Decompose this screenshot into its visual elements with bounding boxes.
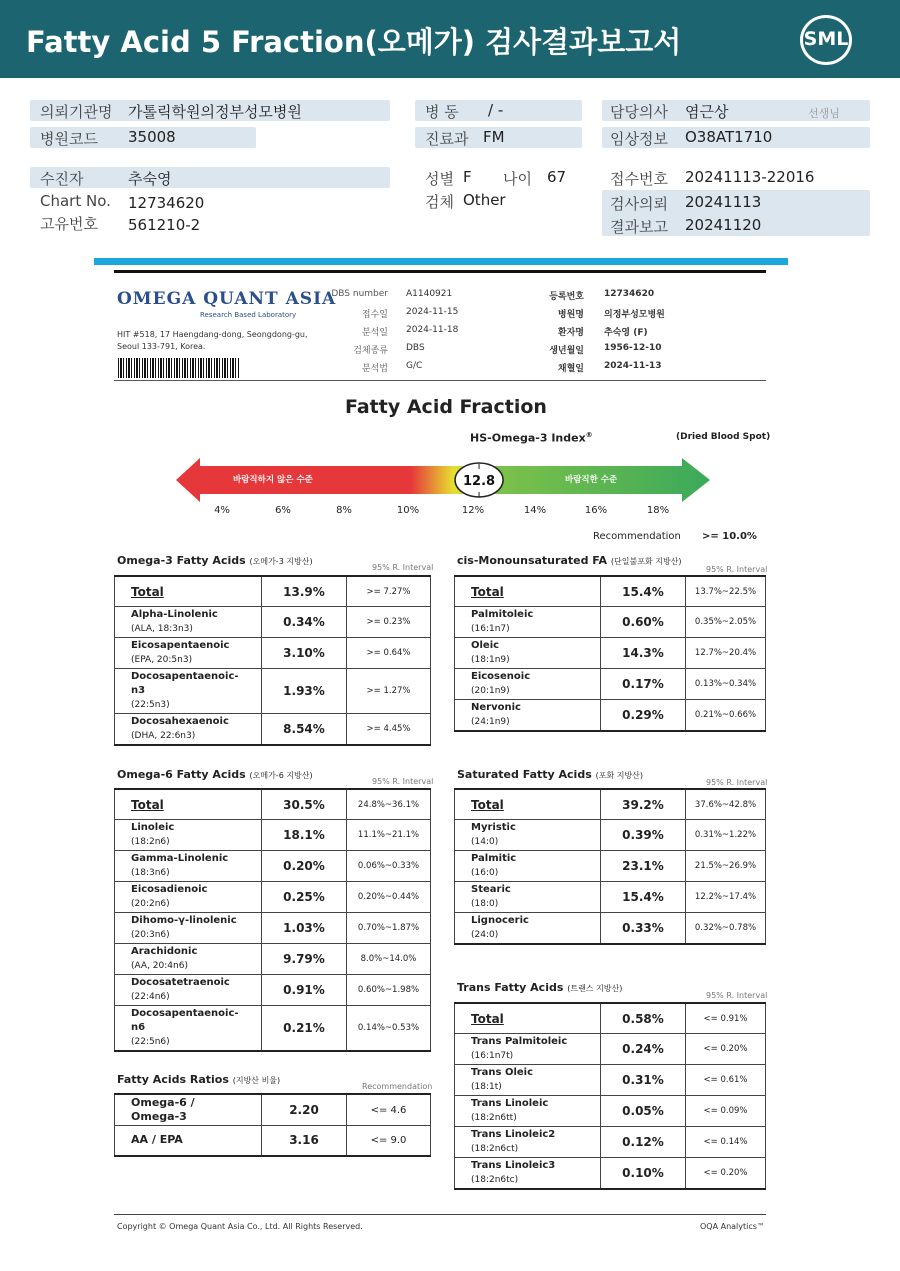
fa-name: Myristic (14:0): [455, 820, 601, 851]
fa-name: Omega-6 / Omega-3: [115, 1094, 262, 1126]
fa-reference: <= 0.14%: [686, 1127, 766, 1158]
fa-name: Total: [115, 789, 262, 820]
code-value: 35008: [128, 128, 176, 146]
report-header-rule: [114, 380, 766, 381]
table-row: [115, 944, 431, 975]
fa-reference: <= 0.61%: [686, 1065, 766, 1096]
field-value: 추숙영 (F): [604, 328, 648, 338]
fa-value: 0.34%: [262, 607, 347, 638]
fa-name: Trans Linoleic2 (18:2n6ct): [455, 1127, 601, 1158]
table-row: [115, 607, 431, 638]
recommendation-value: >= 10.0%: [702, 531, 757, 542]
field-value: 1956-12-10: [604, 343, 662, 353]
fa-reference: 0.06%~0.33%: [347, 851, 431, 882]
table-row: [115, 638, 431, 669]
specimen-value: Other: [463, 191, 506, 209]
fa-value: 0.12%: [601, 1127, 686, 1158]
fa-name: Total: [455, 789, 601, 820]
fa-name: Docosatetraenoic (22:4n6): [115, 975, 262, 1006]
fa-name: Trans Palmitoleic (16:1n7t): [455, 1034, 601, 1065]
fa-value: 0.20%: [262, 851, 347, 882]
fa-value: 9.79%: [262, 944, 347, 975]
fa-name: Docosapentaenoic-n3 (22:5n3): [115, 669, 262, 714]
fa-name: Docosahexaenoic (DHA, 22:6n3): [115, 714, 262, 746]
fa-reference: <= 0.09%: [686, 1096, 766, 1127]
trans-ri: 95% R. Interval: [706, 991, 768, 1000]
omega6-ri: 95% R. Interval: [372, 777, 434, 786]
fa-value: 3.16: [262, 1126, 347, 1156]
omega6-title: Omega-6 Fatty Acids (오메가-6 지방산): [117, 768, 313, 781]
blue-divider: [94, 258, 788, 265]
dbs-label: (Dried Blood Spot): [676, 432, 771, 442]
fa-value: 14.3%: [601, 638, 686, 669]
fa-reference: 37.6%~42.8%: [686, 789, 766, 820]
table-row: [455, 789, 766, 820]
fa-value: 15.4%: [601, 882, 686, 913]
table-row: [115, 975, 431, 1006]
fa-name: Trans Linoleic3 (18:2n6tc): [455, 1158, 601, 1190]
fa-name: Eicosapentaenoic (EPA, 20:5n3): [115, 638, 262, 669]
fa-value: 8.54%: [262, 714, 347, 746]
chart-label: Chart No.: [40, 192, 111, 210]
age-value: 67: [547, 168, 567, 186]
sml-logo: SML: [800, 15, 852, 65]
company-sub: Research Based Laboratory: [200, 311, 297, 319]
fa-value: 0.25%: [262, 882, 347, 913]
specimen-label: 검체: [425, 193, 454, 211]
trans-title: Trans Fatty Acids (트랜스 지방산): [457, 981, 623, 994]
barcode: [118, 358, 240, 378]
fa-name: Nervonic (24:1n9): [455, 700, 601, 732]
fa-reference: >= 4.45%: [347, 714, 431, 746]
gauge-tick: 18%: [646, 505, 670, 516]
fa-reference: 0.32%~0.78%: [686, 913, 766, 945]
copyright: Copyright © Omega Quant Asia Co., Ltd. All Rights Reserved.: [117, 1222, 363, 1231]
omega3-table: [114, 575, 431, 746]
fa-reference: 13.7%~22.5%: [686, 576, 766, 607]
fa-reference: >= 7.27%: [347, 576, 431, 607]
field-label: 접수일: [361, 310, 388, 320]
omega3-title: Omega-3 Fatty Acids (오메가-3 지방산): [117, 554, 313, 567]
fa-value: 15.4%: [601, 576, 686, 607]
clinical-value: O38AT1710: [685, 128, 773, 146]
fa-reference: <= 0.20%: [686, 1158, 766, 1190]
table-row: [115, 913, 431, 944]
mufa-ri: 95% R. Interval: [706, 565, 768, 574]
sat-ri: 95% R. Interval: [706, 778, 768, 787]
field-label: 검체종류: [353, 346, 388, 356]
page-title: Fatty Acid 5 Fraction(오메가) 검사결과보고서: [26, 25, 682, 59]
dept-label: 진료과: [425, 130, 469, 148]
table-row: [455, 1034, 766, 1065]
fa-name: Oleic (18:1n9): [455, 638, 601, 669]
fa-name: Alpha-Linolenic (ALA, 18:3n3): [115, 607, 262, 638]
table-row: [115, 714, 431, 746]
clinical-label: 임상정보: [610, 130, 668, 148]
fa-reference: <= 0.91%: [686, 1003, 766, 1034]
fa-value: 0.60%: [601, 607, 686, 638]
table-row: [115, 851, 431, 882]
table-row: [455, 700, 766, 732]
result-label: 결과보고: [610, 218, 668, 236]
fa-reference: 12.2%~17.4%: [686, 882, 766, 913]
mufa-table: [454, 575, 766, 732]
trans-table: [454, 1002, 766, 1190]
patient-row: [30, 167, 390, 188]
id-label: 고유번호: [40, 215, 98, 233]
table-row: [455, 882, 766, 913]
fa-reference: 12.7%~20.4%: [686, 638, 766, 669]
request-label: 검사의뢰: [610, 195, 668, 213]
fa-value: 0.10%: [601, 1158, 686, 1190]
fa-value: 0.29%: [601, 700, 686, 732]
dept-value: FM: [483, 128, 505, 146]
fa-reference: 0.31%~1.22%: [686, 820, 766, 851]
fa-reference: 24.8%~36.1%: [347, 789, 431, 820]
fa-name: Total: [455, 576, 601, 607]
ratios-rec: Recommendation: [362, 1082, 433, 1091]
report-top-rule: [114, 270, 766, 273]
field-value: 의정부성모병원: [604, 310, 665, 320]
fa-reference: >= 1.27%: [347, 669, 431, 714]
doctor-value: 염근상: [685, 103, 729, 121]
field-label: DBS number: [331, 289, 388, 299]
doctor-suffix: 선생님: [808, 107, 840, 120]
table-row: [115, 669, 431, 714]
fa-value: 0.33%: [601, 913, 686, 945]
fa-name: Gamma-Linolenic (18:3n6): [115, 851, 262, 882]
fa-value: 39.2%: [601, 789, 686, 820]
field-value: 2024-11-18: [406, 325, 459, 335]
bad-level-label: 바람직하지 않은 수준: [233, 475, 313, 485]
sat-table: [454, 788, 766, 945]
fa-value: 0.21%: [262, 1006, 347, 1052]
mufa-title: cis-Monounsaturated FA (단일불포화 지방산): [457, 554, 682, 567]
code-label: 병원코드: [40, 130, 98, 148]
table-row: [455, 820, 766, 851]
fa-value: 0.17%: [601, 669, 686, 700]
fa-value: 0.31%: [601, 1065, 686, 1096]
fa-name: Palmitoleic (16:1n7): [455, 607, 601, 638]
ratios-table: [114, 1093, 431, 1157]
reception-label: 접수번호: [610, 170, 668, 188]
table-row: [455, 1096, 766, 1127]
table-row: [115, 820, 431, 851]
fa-reference: 0.70%~1.87%: [347, 913, 431, 944]
gauge-tick: 6%: [275, 505, 291, 516]
sat-title: Saturated Fatty Acids (포화 지방산): [457, 768, 644, 781]
fa-reference: <= 0.20%: [686, 1034, 766, 1065]
fa-name: Trans Linoleic (18:2n6tt): [455, 1096, 601, 1127]
fa-value: 0.05%: [601, 1096, 686, 1127]
recommendation-label: Recommendation: [593, 531, 681, 542]
fa-reference: 0.60%~1.98%: [347, 975, 431, 1006]
good-level-label: 바람직한 수준: [565, 475, 618, 485]
fa-name: Eicosadienoic (20:2n6): [115, 882, 262, 913]
table-row: [455, 1065, 766, 1096]
fa-value: 13.9%: [262, 576, 347, 607]
field-value: G/C: [406, 361, 423, 371]
fa-value: 0.91%: [262, 975, 347, 1006]
table-row: [455, 607, 766, 638]
fa-name: Palmitic (16:0): [455, 851, 601, 882]
fa-name: Docosapentaenoic-n6 (22:5n6): [115, 1006, 262, 1052]
fa-value: 2.20: [262, 1094, 347, 1126]
gauge-tick: 14%: [523, 505, 547, 516]
fa-value: 0.24%: [601, 1034, 686, 1065]
id-value: 561210-2: [128, 216, 201, 234]
fa-name: Total: [115, 576, 262, 607]
fa-name: Lignoceric (24:0): [455, 913, 601, 945]
table-row: [455, 576, 766, 607]
field-value: 12734620: [604, 289, 655, 299]
table-row: [455, 638, 766, 669]
patient-value: 추숙영: [128, 170, 172, 188]
field-label: 환자명: [557, 328, 584, 338]
table-row: [115, 1094, 431, 1126]
fa-value: 3.10%: [262, 638, 347, 669]
company-logo: OMEGA QUANT ASIA: [117, 289, 337, 309]
field-label: 생년월일: [549, 346, 584, 356]
address-line1: HIT #518, 17 Haengdang-dong, Seongdong-gu,: [117, 330, 308, 339]
fa-reference: 21.5%~26.9%: [686, 851, 766, 882]
table-row: [455, 1158, 766, 1190]
field-value: 2024-11-15: [406, 307, 459, 317]
fa-value: 0.39%: [601, 820, 686, 851]
fa-reference: >= 0.23%: [347, 607, 431, 638]
table-row: [455, 851, 766, 882]
header-bar: [0, 0, 900, 78]
fa-reference: 0.35%~2.05%: [686, 607, 766, 638]
field-label: 등록번호: [549, 292, 584, 302]
field-label: 병원명: [557, 310, 584, 320]
table-row: [455, 1003, 766, 1034]
chart-value: 12734620: [128, 194, 205, 212]
fa-name: Arachidonic (AA, 20:4n6): [115, 944, 262, 975]
fa-value: 30.5%: [262, 789, 347, 820]
gauge-tick: 12%: [461, 505, 485, 516]
fa-name: Trans Oleic (18:1t): [455, 1065, 601, 1096]
table-row: [115, 576, 431, 607]
sex-label: 성별: [425, 170, 454, 188]
fa-name: Total: [455, 1003, 601, 1034]
field-label: 채혈일: [557, 364, 584, 374]
fraction-title: Fatty Acid Fraction: [345, 396, 547, 418]
ratios-title: Fatty Acids Ratios (지방산 비율): [117, 1073, 281, 1086]
table-row: [115, 1006, 431, 1052]
gauge-tick: 4%: [214, 505, 230, 516]
patient-label: 수진자: [40, 170, 84, 188]
fa-name: Dihomo-γ-linolenic (20:3n6): [115, 913, 262, 944]
fa-name: AA / EPA: [115, 1126, 262, 1156]
gauge-marker: [455, 463, 503, 497]
hospital-value: 가톨릭학원의정부성모병원: [128, 103, 302, 121]
result-value: 20241120: [685, 216, 762, 234]
fa-reference: <= 9.0: [347, 1126, 431, 1156]
fa-reference: <= 4.6: [347, 1094, 431, 1126]
fa-value: 0.58%: [601, 1003, 686, 1034]
table-row: [115, 882, 431, 913]
reception-value: 20241113-22016: [685, 168, 815, 186]
fa-reference: 8.0%~14.0%: [347, 944, 431, 975]
hospital-label: 의뢰기관명: [40, 103, 113, 121]
omega6-table: [114, 788, 431, 1052]
fa-value: 23.1%: [601, 851, 686, 882]
footer-rule: [114, 1214, 766, 1215]
table-row: [115, 1126, 431, 1156]
fa-name: Linoleic (18:2n6): [115, 820, 262, 851]
index-label: HS-Omega-3 Index®: [470, 431, 593, 445]
field-label: 분석일: [361, 328, 388, 338]
gauge-tick: 16%: [584, 505, 608, 516]
table-row: [455, 913, 766, 945]
fa-reference: >= 0.64%: [347, 638, 431, 669]
table-row: [115, 789, 431, 820]
fa-reference: 0.13%~0.34%: [686, 669, 766, 700]
field-value: A1140921: [406, 289, 453, 299]
ward-value: / -: [488, 101, 504, 119]
gauge-tick: 8%: [336, 505, 352, 516]
gauge-tick: 10%: [396, 505, 420, 516]
fa-value: 18.1%: [262, 820, 347, 851]
fa-reference: 11.1%~21.1%: [347, 820, 431, 851]
fa-reference: 0.14%~0.53%: [347, 1006, 431, 1052]
oqa-analytics: OQA Analytics™: [700, 1222, 765, 1231]
age-label: 나이: [503, 170, 532, 188]
request-value: 20241113: [685, 193, 762, 211]
ward-label: 병 동: [425, 103, 459, 121]
table-row: [455, 1127, 766, 1158]
fa-value: 1.03%: [262, 913, 347, 944]
doctor-label: 담당의사: [610, 103, 668, 121]
field-value: 2024-11-13: [604, 361, 662, 371]
index-value: 12.8: [463, 474, 496, 489]
fa-name: Stearic (18:0): [455, 882, 601, 913]
address-line2: Seoul 133-791, Korea.: [117, 342, 206, 351]
sex-value: F: [463, 168, 472, 186]
field-label: 분석법: [361, 364, 388, 374]
fa-reference: 0.20%~0.44%: [347, 882, 431, 913]
omega3-ri: 95% R. Interval: [372, 563, 434, 572]
fa-name: Eicosenoic (20:1n9): [455, 669, 601, 700]
fa-reference: 0.21%~0.66%: [686, 700, 766, 732]
table-row: [455, 669, 766, 700]
field-value: DBS: [406, 343, 425, 353]
fa-value: 1.93%: [262, 669, 347, 714]
